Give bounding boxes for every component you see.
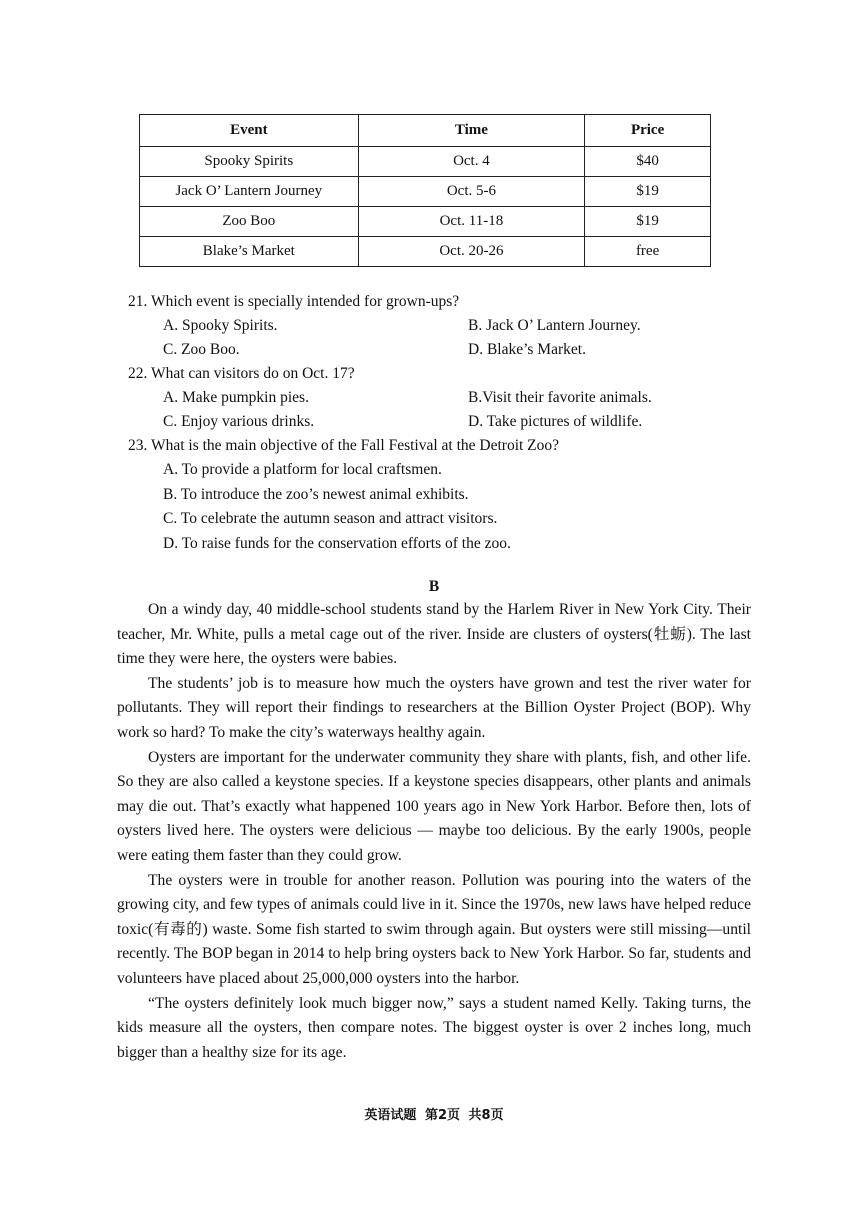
header-event: Event	[140, 115, 359, 147]
option-row	[128, 314, 708, 338]
event-cell: Zoo Boo	[140, 207, 359, 237]
option-d: D. Blake’s Market.	[468, 341, 586, 358]
event-cell: Jack O’ Lantern Journey	[140, 177, 359, 207]
table-row	[140, 207, 711, 237]
price-cell: $19	[585, 207, 711, 237]
page-footer: 英语试题 第2页 共8页	[364, 1108, 504, 1123]
question-23	[128, 434, 708, 556]
question-21	[128, 290, 708, 362]
paragraph: The oysters were in trouble for another reason. Pollution was pouring into the waters of the growing city, and few types of animals could live in it. Since the 1970s, new laws have helped reduce toxic(有毒的) waste. Some fish started to swim through again. But oysters were still missing—until recently. The BOP began in 2014 to help bring oysters back to New York Harbor. So far, students and volunteers have placed about 25,000,000 oysters into the harbor.	[117, 871, 751, 987]
price-cell: free	[585, 237, 711, 267]
events-table	[139, 114, 711, 267]
option-a: A. Spooky Spirits.	[163, 317, 278, 334]
option-a: A. Make pumpkin pies.	[163, 389, 309, 406]
paragraph: “The oysters definitely look much bigger now,” says a student named Kelly. Taking turns, the kids measure all the oysters, then compare notes. The biggest oyster is over 2 inches long, much bigger than a healthy size for its age.	[117, 994, 751, 1061]
price-cell: $40	[585, 147, 711, 177]
price-cell: $19	[585, 177, 711, 207]
event-cell: Blake’s Market	[140, 237, 359, 267]
time-cell: Oct. 20-26	[358, 237, 585, 267]
option-d: D. Take pictures of wildlife.	[468, 413, 643, 430]
time-cell: Oct. 4	[358, 147, 585, 177]
question-stem: 23. What is the main objective of the Fall Festival at the Detroit Zoo?	[128, 437, 560, 454]
option-row	[128, 338, 708, 362]
option-c: C. Enjoy various drinks.	[163, 413, 315, 430]
header-price: Price	[585, 115, 711, 147]
paragraph: The students’ job is to measure how much the oysters have grown and test the river water for pollutants. They will report their findings to researchers at the Billion Oyster Project (BOP). Why work so hard? To make the city’s waterways healthy again.	[117, 674, 751, 741]
questions-block	[128, 290, 708, 556]
question-stem: 22. What can visitors do on Oct. 17?	[128, 365, 355, 382]
option-a: A. To provide a platform for local craftsmen.	[163, 461, 442, 478]
option-c: C. To celebrate the autumn season and attract visitors.	[163, 510, 498, 527]
paragraph: Oysters are important for the underwater community they share with plants, fish, and other life. So they are also called a keystone species. If a keystone species disappears, other plants and animals may die out. That’s exactly what happened 100 years ago in New York Harbor. Before then, lots of oysters lived here. The oysters were delicious — maybe too delicious. By the early 1900s, people were eating them faster than they could grow.	[117, 748, 751, 864]
option-d: D. To raise funds for the conservation efforts of the zoo.	[163, 534, 511, 552]
event-cell: Spooky Spirits	[140, 147, 359, 177]
header-time: Time	[358, 115, 585, 147]
table-row	[140, 177, 711, 207]
option-b: B. To introduce the zoo’s newest animal exhibits.	[163, 485, 469, 503]
question-22	[128, 362, 708, 434]
reading-passage	[117, 598, 751, 1065]
option-b: B.Visit their favorite animals.	[468, 389, 652, 406]
table-header-row	[140, 115, 711, 147]
option-row	[128, 410, 708, 434]
section-heading: B	[428, 578, 440, 595]
option-c: C. Zoo Boo.	[163, 341, 240, 358]
option-row	[128, 386, 708, 410]
question-stem: 21. Which event is specially intended for grown-ups?	[128, 293, 460, 310]
option-b: B. Jack O’ Lantern Journey.	[468, 317, 641, 334]
time-cell: Oct. 5-6	[358, 177, 585, 207]
time-cell: Oct. 11-18	[358, 207, 585, 237]
table-row	[140, 237, 711, 267]
table-row	[140, 147, 711, 177]
paragraph: On a windy day, 40 middle-school students stand by the Harlem River in New York City. Their teacher, Mr. White, pulls a metal cage out of the river. Inside are clusters of oysters(牡蛎). The last time they were here, the oysters were babies.	[117, 601, 751, 668]
